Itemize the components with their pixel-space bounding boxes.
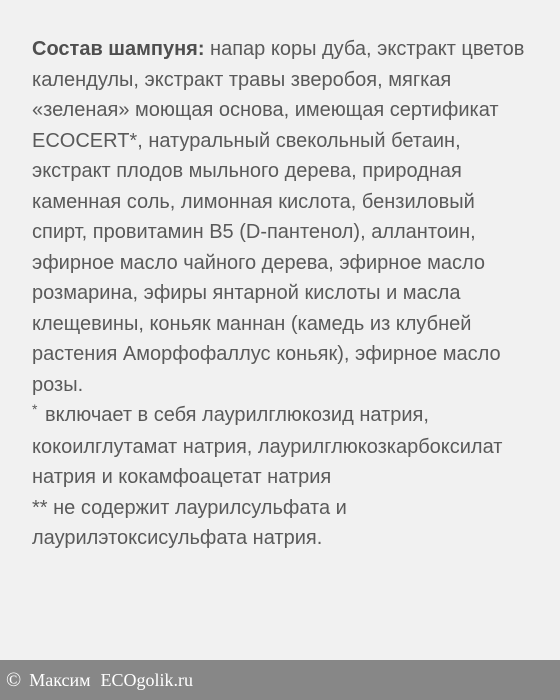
footnote-single-asterisk [32, 400, 532, 493]
asterisk-mark: * [32, 401, 38, 417]
footnote-single-text: включает в себя лаурилглюкозид натрия, кокоилглутамат натрия, лаурилглюкозкарбоксилат натрия и кокамфоацетат натрия [32, 404, 503, 488]
author-name: Максим [29, 669, 91, 690]
text-content [32, 34, 532, 554]
watermark-bar [0, 660, 560, 700]
ingredients-text: напар коры дуба, экстракт цветов календулы, экстракт травы зверобоя, мягкая «зеленая» моющая основа, имеющая сертификат ECOCERT*, натуральный свекольный бетаин, экстракт плодов мыльного дерева, природная каменная соль, лимонная кислота, бензиловый спирт, провитамин B5 (D-пантенол), аллантоин, эфирное масло чайного дерева, эфирное масло розмарина, эфиры янтарной кислоты и масла клещевины, коньяк маннан (камедь из клубней растения Аморфофаллус коньяк), эфирное масло розы. [32, 38, 525, 396]
copyright-icon: © [6, 668, 22, 691]
ingredients-label: Состав шампуня: [32, 38, 205, 60]
footnote-double-asterisk [32, 493, 532, 554]
footnote-double-text: ** не содержит лаурилсульфата и лаурилэтоксисульфата натрия. [32, 496, 347, 549]
ingredients-paragraph [32, 34, 532, 400]
site-name: ECOgolik.ru [100, 669, 194, 690]
